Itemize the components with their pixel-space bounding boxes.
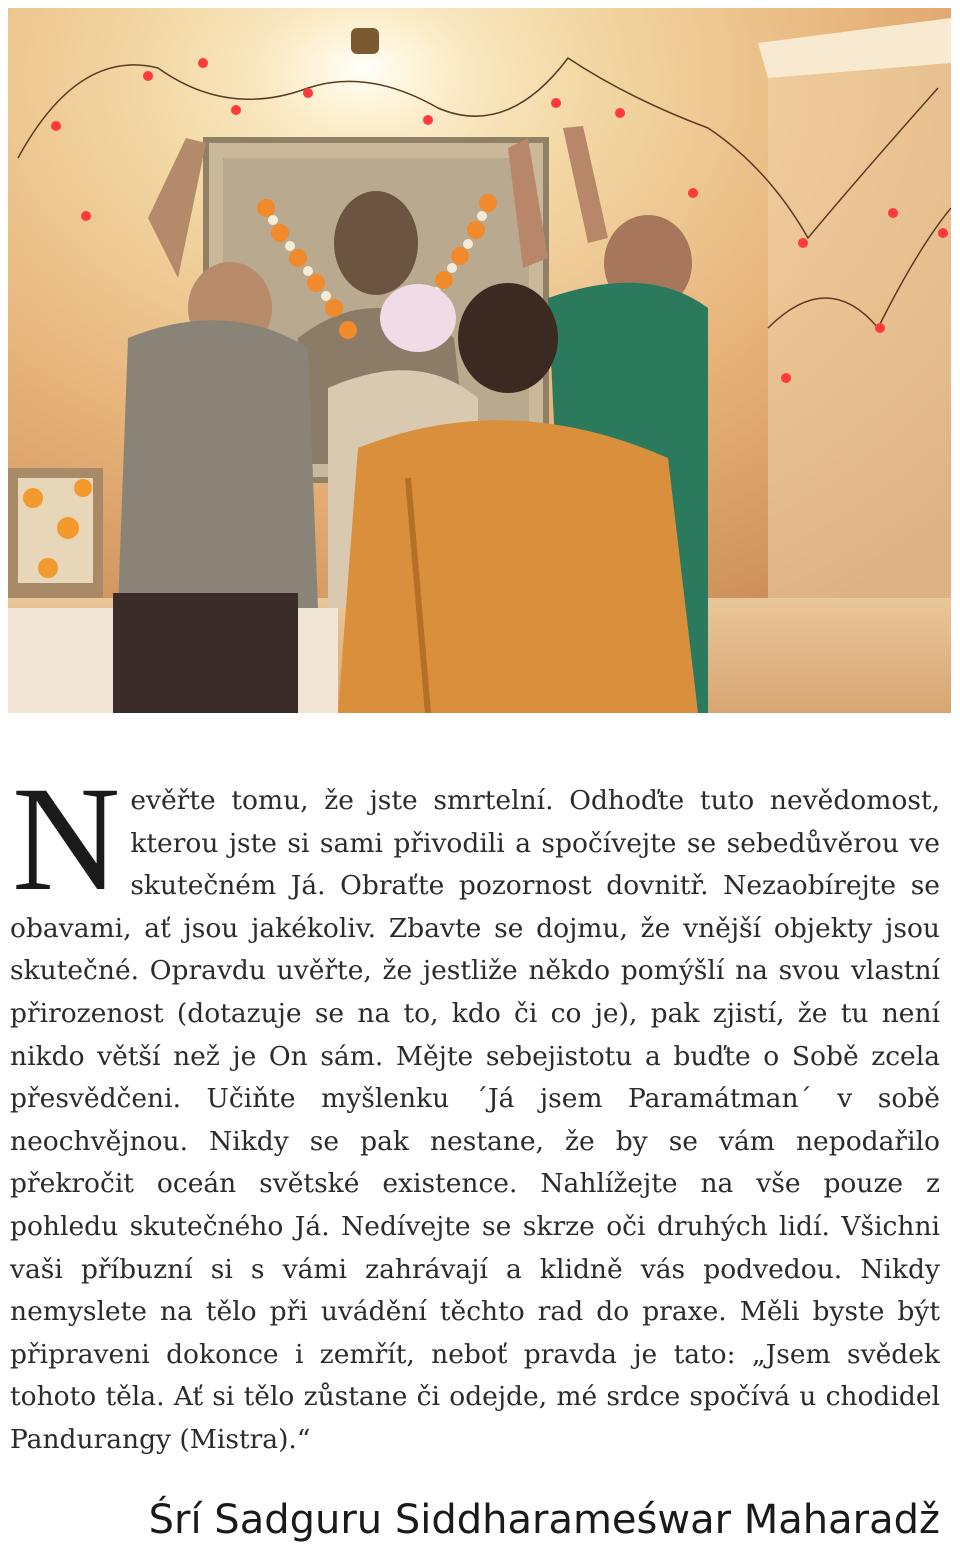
- drop-cap: N: [12, 756, 121, 922]
- photo-illustration: [8, 8, 951, 713]
- quote-paragraph: [10, 756, 940, 1462]
- quote-body: evěřte tomu, že jste smrtelní. Odhoďte tuto nevědomost, kterou jste si sami přivodili a spočívejte se sebedůvěrou ve skutečném Já. Obraťte pozornost dovnitř. Nezaobírejte se obavami, ať jsou jakékoliv. Zbavte se dojmu, že vnější objekty jsou skutečné. Opravdu uvěřte, že jestliže někdo pomýšlí na svou vlastní přirozenost (dotazuje se na to, kdo či co je), pak zjistí, že tu není nikdo větší než je On sám. Mějte sebejistotu a buďte o Sobě zcela přesvědčeni. Učiňte myšlenku ´Já jsem Paramátman´ v sobě neochvějnou. Nikdy se pak nestane, že by se vám nepodařilo překročit oceán světské existence. Nahlížejte na vše pouze z pohledu skutečného Já. Nedívejte se skrze oči druhých lidí. Všichni vaši příbuzní si s vámi zahrávají a klidně vás podvedou. Nikdy nemyslete na tělo při uvádění těchto rad do praxe. Měli byste být připraveni dokonce i zemřít, neboť pravda je tato: „Jsem svědek tohoto těla. Ať si tělo zůstane či odejde, mé srdce spočívá u chodidel Pandurangy (Mistra).“: [10, 785, 940, 1455]
- author-signature: Śrí Sadguru Siddharameśwar Maharadž: [148, 1497, 940, 1543]
- garland-ceremony-photo: [8, 8, 951, 713]
